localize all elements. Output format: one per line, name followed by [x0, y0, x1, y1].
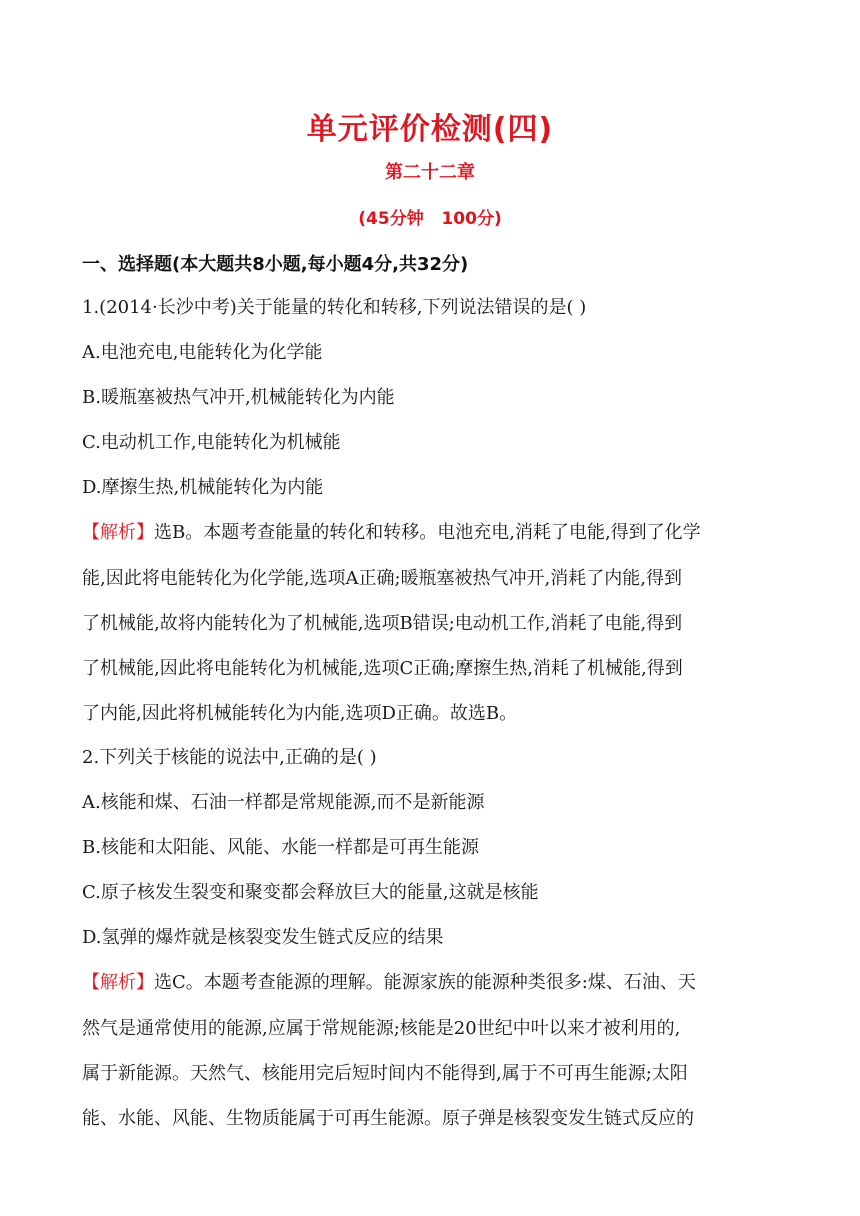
- analysis-text: 选C。本题考查能源的理解。能源家族的能源种类很多:煤、石油、天: [154, 972, 696, 993]
- analysis-text: 选B。本题考查能量的转化和转移。电池充电,消耗了电能,得到了化学: [154, 522, 701, 543]
- question-1-option-c: C.电动机工作,电能转化为机械能: [82, 432, 341, 453]
- question-1-analysis-line-2: 能,因此将电能转化为化学能,选项A正确;暖瓶塞被热气冲开,消耗了内能,得到: [82, 568, 682, 589]
- question-2-option-d: D.氢弹的爆炸就是核裂变发生链式反应的结果: [82, 927, 444, 948]
- question-1-stem: 1.(2014·长沙中考)关于能量的转化和转移,下列说法错误的是( ): [82, 297, 587, 318]
- question-1-option-b: B.暖瓶塞被热气冲开,机械能转化为内能: [82, 387, 395, 408]
- question-2-option-b: B.核能和太阳能、风能、水能一样都是可再生能源: [82, 837, 479, 858]
- section-heading: 一、选择题(本大题共8小题,每小题4分,共32分): [82, 254, 469, 275]
- question-1-analysis-line-3: 了机械能,故将内能转化为了机械能,选项B错误;电动机工作,消耗了电能,得到: [82, 613, 683, 634]
- question-1-analysis-line-5: 了内能,因此将机械能转化为内能,选项D正确。故选B。: [82, 703, 518, 724]
- document-title: 单元评价检测(四): [306, 112, 554, 147]
- question-1-analysis-line-4: 了机械能,因此将电能转化为机械能,选项C正确;摩擦生热,消耗了机械能,得到: [82, 658, 683, 679]
- question-2-stem: 2.下列关于核能的说法中,正确的是( ): [82, 747, 377, 768]
- question-2-option-a: A.核能和煤、石油一样都是常规能源,而不是新能源: [82, 792, 485, 813]
- chapter-label: 第二十二章: [385, 162, 475, 183]
- question-2-analysis-line-3: 属于新能源。天然气、核能用完后短时间内不能得到,属于不可再生能源;太阳: [82, 1063, 688, 1084]
- analysis-tag: 【解析】: [82, 522, 154, 543]
- question-2-option-c: C.原子核发生裂变和聚变都会释放巨大的能量,这就是核能: [82, 882, 539, 903]
- question-1-option-a: A.电池充电,电能转化为化学能: [82, 342, 323, 363]
- question-2-analysis-line-2: 然气是通常使用的能源,应属于常规能源;核能是20世纪中叶以来才被利用的,: [82, 1018, 681, 1039]
- analysis-tag: 【解析】: [82, 972, 154, 993]
- exam-timing: (45分钟 100分): [358, 209, 502, 229]
- question-2-analysis-line-1: [82, 971, 696, 995]
- question-1-analysis-line-1: [82, 521, 701, 545]
- question-1-option-d: D.摩擦生热,机械能转化为内能: [82, 477, 324, 498]
- question-2-analysis-line-4: 能、水能、风能、生物质能属于可再生能源。原子弹是核裂变发生链式反应的: [82, 1108, 694, 1129]
